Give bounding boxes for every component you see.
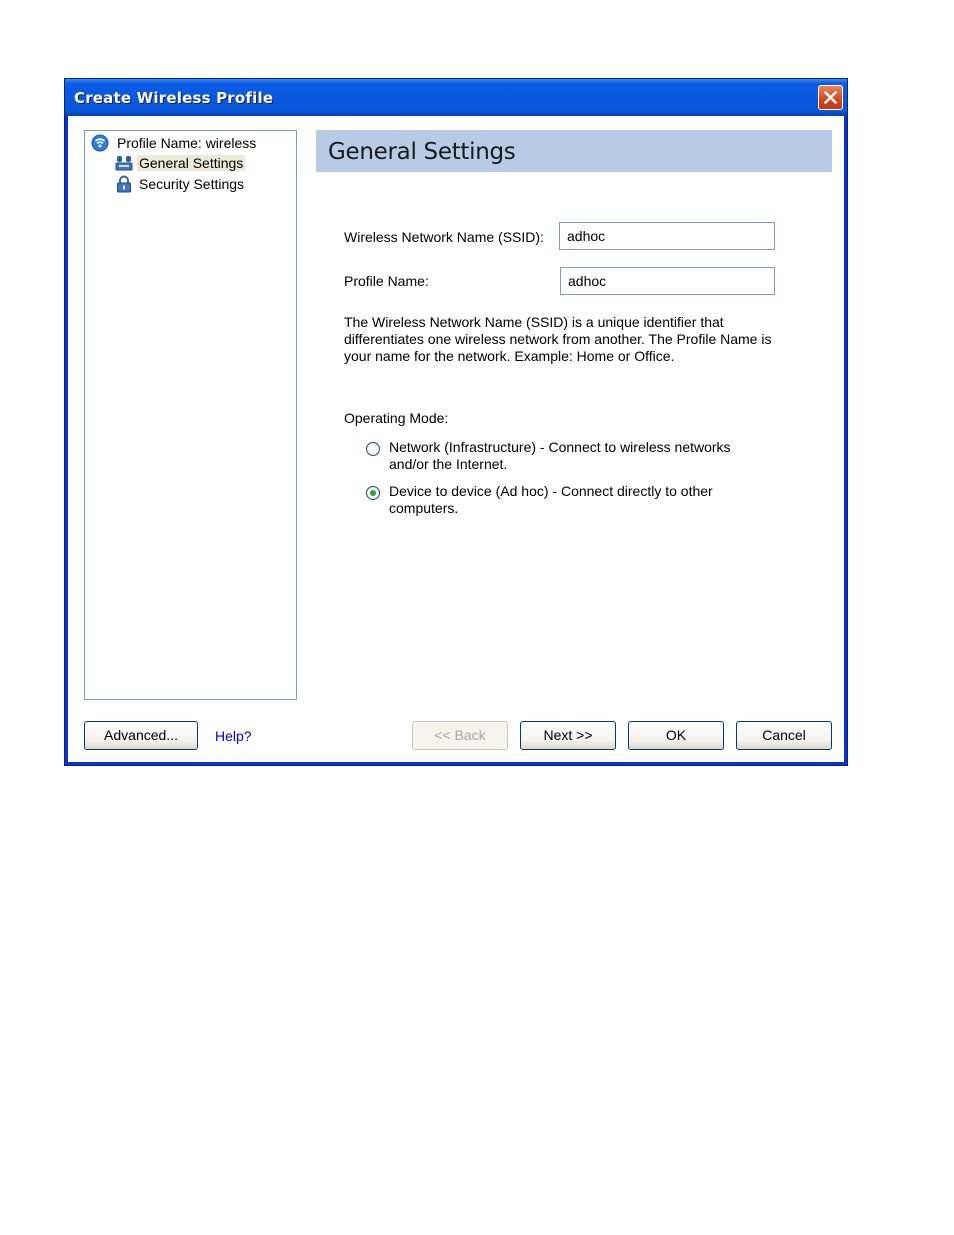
ssid-description: The Wireless Network Name (SSID) is a unique identifier that differentiates one wireless network from another. The Profile Name is your name for the network. Example: Home or Office. <box>344 314 772 364</box>
profile-name-label: Profile Name: <box>344 273 429 289</box>
profile-tree <box>84 130 297 700</box>
cancel-button[interactable]: Cancel <box>736 721 832 750</box>
title-bar[interactable] <box>65 79 847 116</box>
back-button[interactable]: << Back <box>412 721 508 750</box>
create-wireless-profile-dialog <box>64 78 848 766</box>
network-users-icon <box>115 154 133 172</box>
tree-item-label: Security Settings <box>139 176 245 192</box>
advanced-button[interactable]: Advanced... <box>84 721 198 750</box>
close-button[interactable] <box>818 85 843 110</box>
operating-mode-label: Operating Mode: <box>344 410 449 426</box>
infrastructure-radio[interactable] <box>366 442 380 456</box>
tree-root-label: Profile Name: wireless <box>117 135 257 151</box>
ssid-input[interactable] <box>559 222 775 250</box>
wireless-globe-icon <box>91 134 109 152</box>
section-header <box>316 130 832 172</box>
window-title: Create Wireless Profile <box>74 89 274 107</box>
ok-button[interactable]: OK <box>628 721 724 750</box>
ssid-label: Wireless Network Name (SSID): <box>344 229 544 245</box>
tree-item-label: General Settings <box>139 155 244 171</box>
infrastructure-radio-label: Network (Infrastructure) - Connect to wireless networks and/or the Internet. <box>389 439 731 472</box>
dialog-client-area <box>68 116 844 762</box>
lock-icon <box>115 175 133 193</box>
section-title: General Settings <box>328 139 516 165</box>
profile-name-input[interactable] <box>560 267 775 295</box>
adhoc-radio[interactable] <box>366 486 380 500</box>
help-link[interactable]: Help? <box>215 728 252 744</box>
adhoc-radio-label: Device to device (Ad hoc) - Connect directly to other computers. <box>389 483 713 516</box>
close-icon <box>824 91 837 104</box>
next-button[interactable]: Next >> <box>520 721 616 750</box>
